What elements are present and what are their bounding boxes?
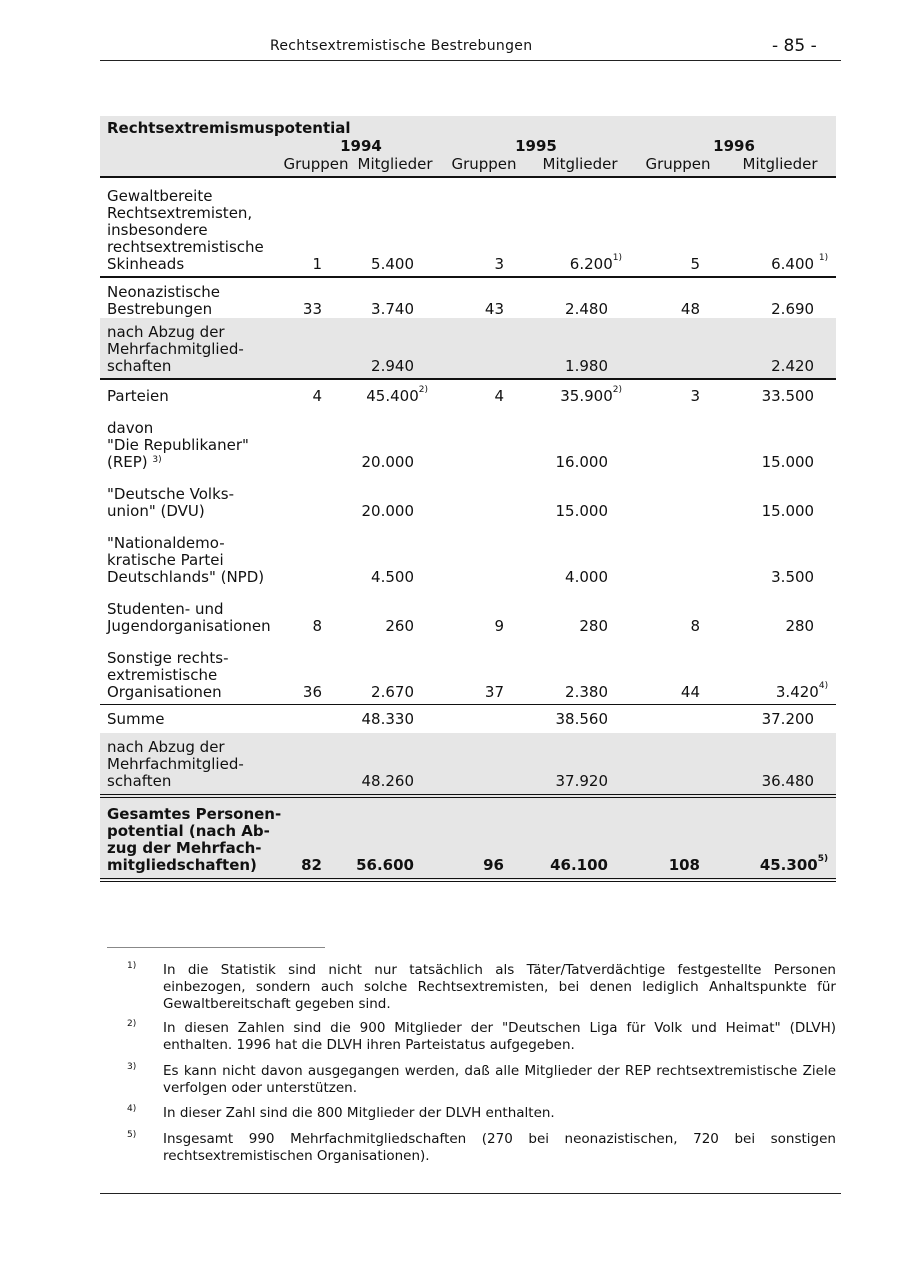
footnote-marker: 3) [127,1062,137,1072]
table-row [100,705,836,734]
mitglieder-value: 16.000 [555,453,608,471]
mitglieder-value: 2.380 [528,638,632,705]
footnote-ref: 2) [612,385,622,395]
gruppen-value: 37 [440,638,528,705]
col-mitglieder: Mitglieder [724,155,836,177]
mitglieder-value: 2.670 [350,638,440,705]
gruppen-value [632,733,724,796]
footnote [110,1105,836,1122]
col-mitglieder: Mitglieder [528,155,632,177]
table-row [100,410,836,474]
row-label-line: Deutschlands" (NPD) [107,568,265,586]
potential-table [100,116,836,882]
mitglieder-value: 2.420 [724,318,836,379]
mitglieder-value: 6.400 $^{1)}$ [724,177,836,277]
gruppen-value [440,523,528,589]
mitglieder-value: 1.980 [528,318,632,379]
year-1995: 1995 [515,137,557,155]
mitglieder-value: 36.480 [724,733,836,796]
mitglieder-value: 260 [385,617,414,635]
mitglieder-value: 38.560 [555,710,608,728]
gruppen-value [440,318,528,379]
col-gruppen: Gruppen [440,155,528,177]
table-row [100,277,836,318]
row-label-line: potential (nach Ab- [107,822,270,840]
row-label-line: Sonstige rechts- [107,649,229,667]
column-header-row [100,155,836,177]
gruppen-value [282,733,350,796]
gruppen-value [282,410,350,474]
mitglieder-value: 2.690 [771,300,815,318]
footnote-text: Es kann nicht davon ausgegangen werden, daß alle Mitglieder der REP rechtsextremistische Ziele verfolgen oder unterstützen. [163,1063,836,1096]
row-label-line: "Deutsche Volks- [107,485,234,503]
mitglieder-value: 20.000 [361,502,414,520]
footnote-text: In diesen Zahlen sind die 900 Mitglieder der "Deutschen Liga für Volk und Heimat" (DLVH) enthalten. 1996 hat die DLVH ihren Parteistatus aufgegeben. [163,1020,836,1053]
table-title: Rechtsextremismuspotential [107,119,351,137]
gruppen-value: 3 [440,177,528,277]
footnote-text: In dieser Zahl sind die 800 Mitglieder der DLVH enthalten. [163,1105,555,1121]
row-label-line: Rechtsextremisten, [107,204,253,222]
mitglieder-value: 3.740 [371,300,414,318]
mitglieder-value: 46.100 [528,796,632,880]
table-row [100,733,836,796]
table-row [100,177,836,277]
row-label-line: davon [107,419,154,437]
year-1994: 1994 [340,137,382,155]
row-label-line: nach Abzug der [107,738,225,756]
gruppen-value: 8 [690,617,700,635]
gruppen-value: 4 [494,387,504,405]
table-title-row [100,116,836,137]
footnote-text: In die Statistik sind nicht nur tatsächlich als Täter/Tatverdächtige festgestellte Personen einbezogen, sondern auch solche Rechtsextremisten, bei denen lediglich Anhaltspunkte für Gewaltbereitschaft gegeben sind. [163,962,836,1012]
row-label-line: Summe [107,710,165,728]
row-label-line: "Die Republikaner" [107,436,249,454]
gruppen-value: 1 [282,177,350,277]
footnote [110,1131,836,1165]
mitglieder-value: 56.600 [350,796,440,880]
mitglieder-value: 37.920 [528,733,632,796]
gruppen-value: 5 [632,177,724,277]
row-label-line: "Nationaldemo- [107,534,225,552]
year-1996: 1996 [713,137,755,155]
year-row [100,137,836,155]
row-label-line: insbesondere [107,221,208,239]
gruppen-value [632,705,724,734]
mitglieder-value: 2.480 [565,300,608,318]
mitglieder-value: 48.330 [361,710,414,728]
footnote-ref: 2) [418,385,428,395]
row-label-line: zug der Mehrfach- [107,839,262,857]
gruppen-value [632,410,724,474]
header-rule [100,60,841,61]
row-label [100,733,282,796]
footnote-ref: 4) [818,681,829,691]
row-label-line: rechtsextremistische [107,238,264,256]
row-label [100,705,282,734]
row-label [100,474,282,523]
row-label [100,410,282,474]
mitglieder-value: 15.000 [761,502,815,520]
row-label [100,177,282,277]
gruppen-value: 44 [632,638,724,705]
table-row [100,796,836,880]
table-row [100,379,836,410]
footnote [110,1020,836,1054]
row-label-line: Bestrebungen [107,300,213,318]
gruppen-value [282,318,350,379]
row-label-line: Parteien [107,387,169,405]
row-label [100,796,282,880]
row-label-line: Gesamtes Personen- [107,805,282,823]
row-label-line: schaften [107,772,172,790]
col-gruppen: Gruppen [282,155,350,177]
row-label-line: kratische Partei [107,551,224,569]
mitglieder-value: 6.200$^{1)}$ [528,177,632,277]
table-row [100,474,836,523]
gruppen-value [282,474,350,523]
gruppen-value [632,523,724,589]
mitglieder-value: 5.400 [350,177,440,277]
row-label-line: (REP) [107,453,153,471]
row-label-line: Jugendorganisationen [107,617,271,635]
footnote-ref: 1) [612,253,622,263]
gruppen-value [440,705,528,734]
table-row [100,523,836,589]
mitglieder-value: 4.500 [371,568,414,586]
row-label-line: extremistische [107,666,218,684]
col-mitglieder: Mitglieder [350,155,440,177]
gruppen-value [440,474,528,523]
row-label-line: Organisationen [107,683,222,701]
row-label-line: Mehrfachmitglied- [107,340,244,358]
footnote [110,1063,836,1097]
row-label-line: Skinheads [107,255,185,273]
gruppen-value [440,410,528,474]
footnote-text: Insgesamt 990 Mehrfachmitgliedschaften (270 bei neonazistischen, 720 bei sonstigen rechtsextremistischen Organisationen). [163,1131,836,1164]
footnote-marker: 1) [127,961,137,971]
footnote [110,962,836,1013]
running-header-title: Rechtsextremistische Bestrebungen [270,38,533,54]
row-label [100,379,282,410]
mitglieder-value: 3.420$^{4)}$ [724,638,836,705]
row-label-line: mitgliedschaften) [107,856,257,874]
gruppen-value: 48 [680,300,700,318]
gruppen-value [632,318,724,379]
mitglieder-value: 33.500 [761,387,815,405]
table-row [100,638,836,705]
row-label-line: nach Abzug der [107,323,225,341]
mitglieder-value: 280 [785,617,815,635]
row-label-line: Studenten- und [107,600,224,618]
page-number: - 85 - [772,36,817,56]
mitglieder-value: 45.400$^{2)}$ [366,385,428,405]
mitglieder-value: 15.000 [761,453,815,471]
gruppen-value: 96 [440,796,528,880]
footnote-marker: 4) [127,1104,137,1114]
col-gruppen: Gruppen [632,155,724,177]
footnote-marker: 5) [127,1130,137,1140]
footnote-ref: 1) [818,253,829,263]
row-label [100,277,282,318]
mitglieder-value: 280 [579,617,608,635]
mitglieder-value: 15.000 [555,502,608,520]
mitglieder-value: 35.900$^{2)}$ [560,385,622,405]
gruppen-value: 33 [302,300,322,318]
gruppen-value: 82 [282,796,350,880]
gruppen-value [282,523,350,589]
mitglieder-value: 4.000 [565,568,608,586]
gruppen-value: 8 [312,617,322,635]
bottom-rule [100,1193,841,1194]
gruppen-value [632,474,724,523]
row-label-line: union" (DVU) [107,502,205,520]
mitglieder-value: 45.300$^{5)}$ [724,796,836,880]
mitglieder-value: 3.500 [771,568,815,586]
footnote-rule [107,947,325,948]
row-label [100,589,282,638]
gruppen-value: 3 [690,387,700,405]
mitglieder-value: 48.260 [350,733,440,796]
gruppen-value: 4 [312,387,322,405]
row-label-line: Neonazistische [107,283,221,301]
mitglieder-value: 2.940 [350,318,440,379]
row-label-line: Gewaltbereite [107,187,213,205]
row-label [100,638,282,705]
footnote-marker: 2) [127,1019,137,1029]
row-label-line: Mehrfachmitglied- [107,755,244,773]
row-label [100,523,282,589]
footnote-ref: 5) [817,854,829,864]
gruppen-value [440,733,528,796]
table-row [100,589,836,638]
table-row [100,318,836,379]
footnote-ref: 3) [152,455,162,465]
mitglieder-value: 20.000 [361,453,414,471]
row-label [100,318,282,379]
gruppen-value: 43 [484,300,504,318]
row-label-line: schaften [107,357,172,375]
mitglieder-value: 37.200 [761,710,815,728]
gruppen-value [282,705,350,734]
gruppen-value: 9 [494,617,504,635]
gruppen-value: 108 [632,796,724,880]
gruppen-value: 36 [282,638,350,705]
